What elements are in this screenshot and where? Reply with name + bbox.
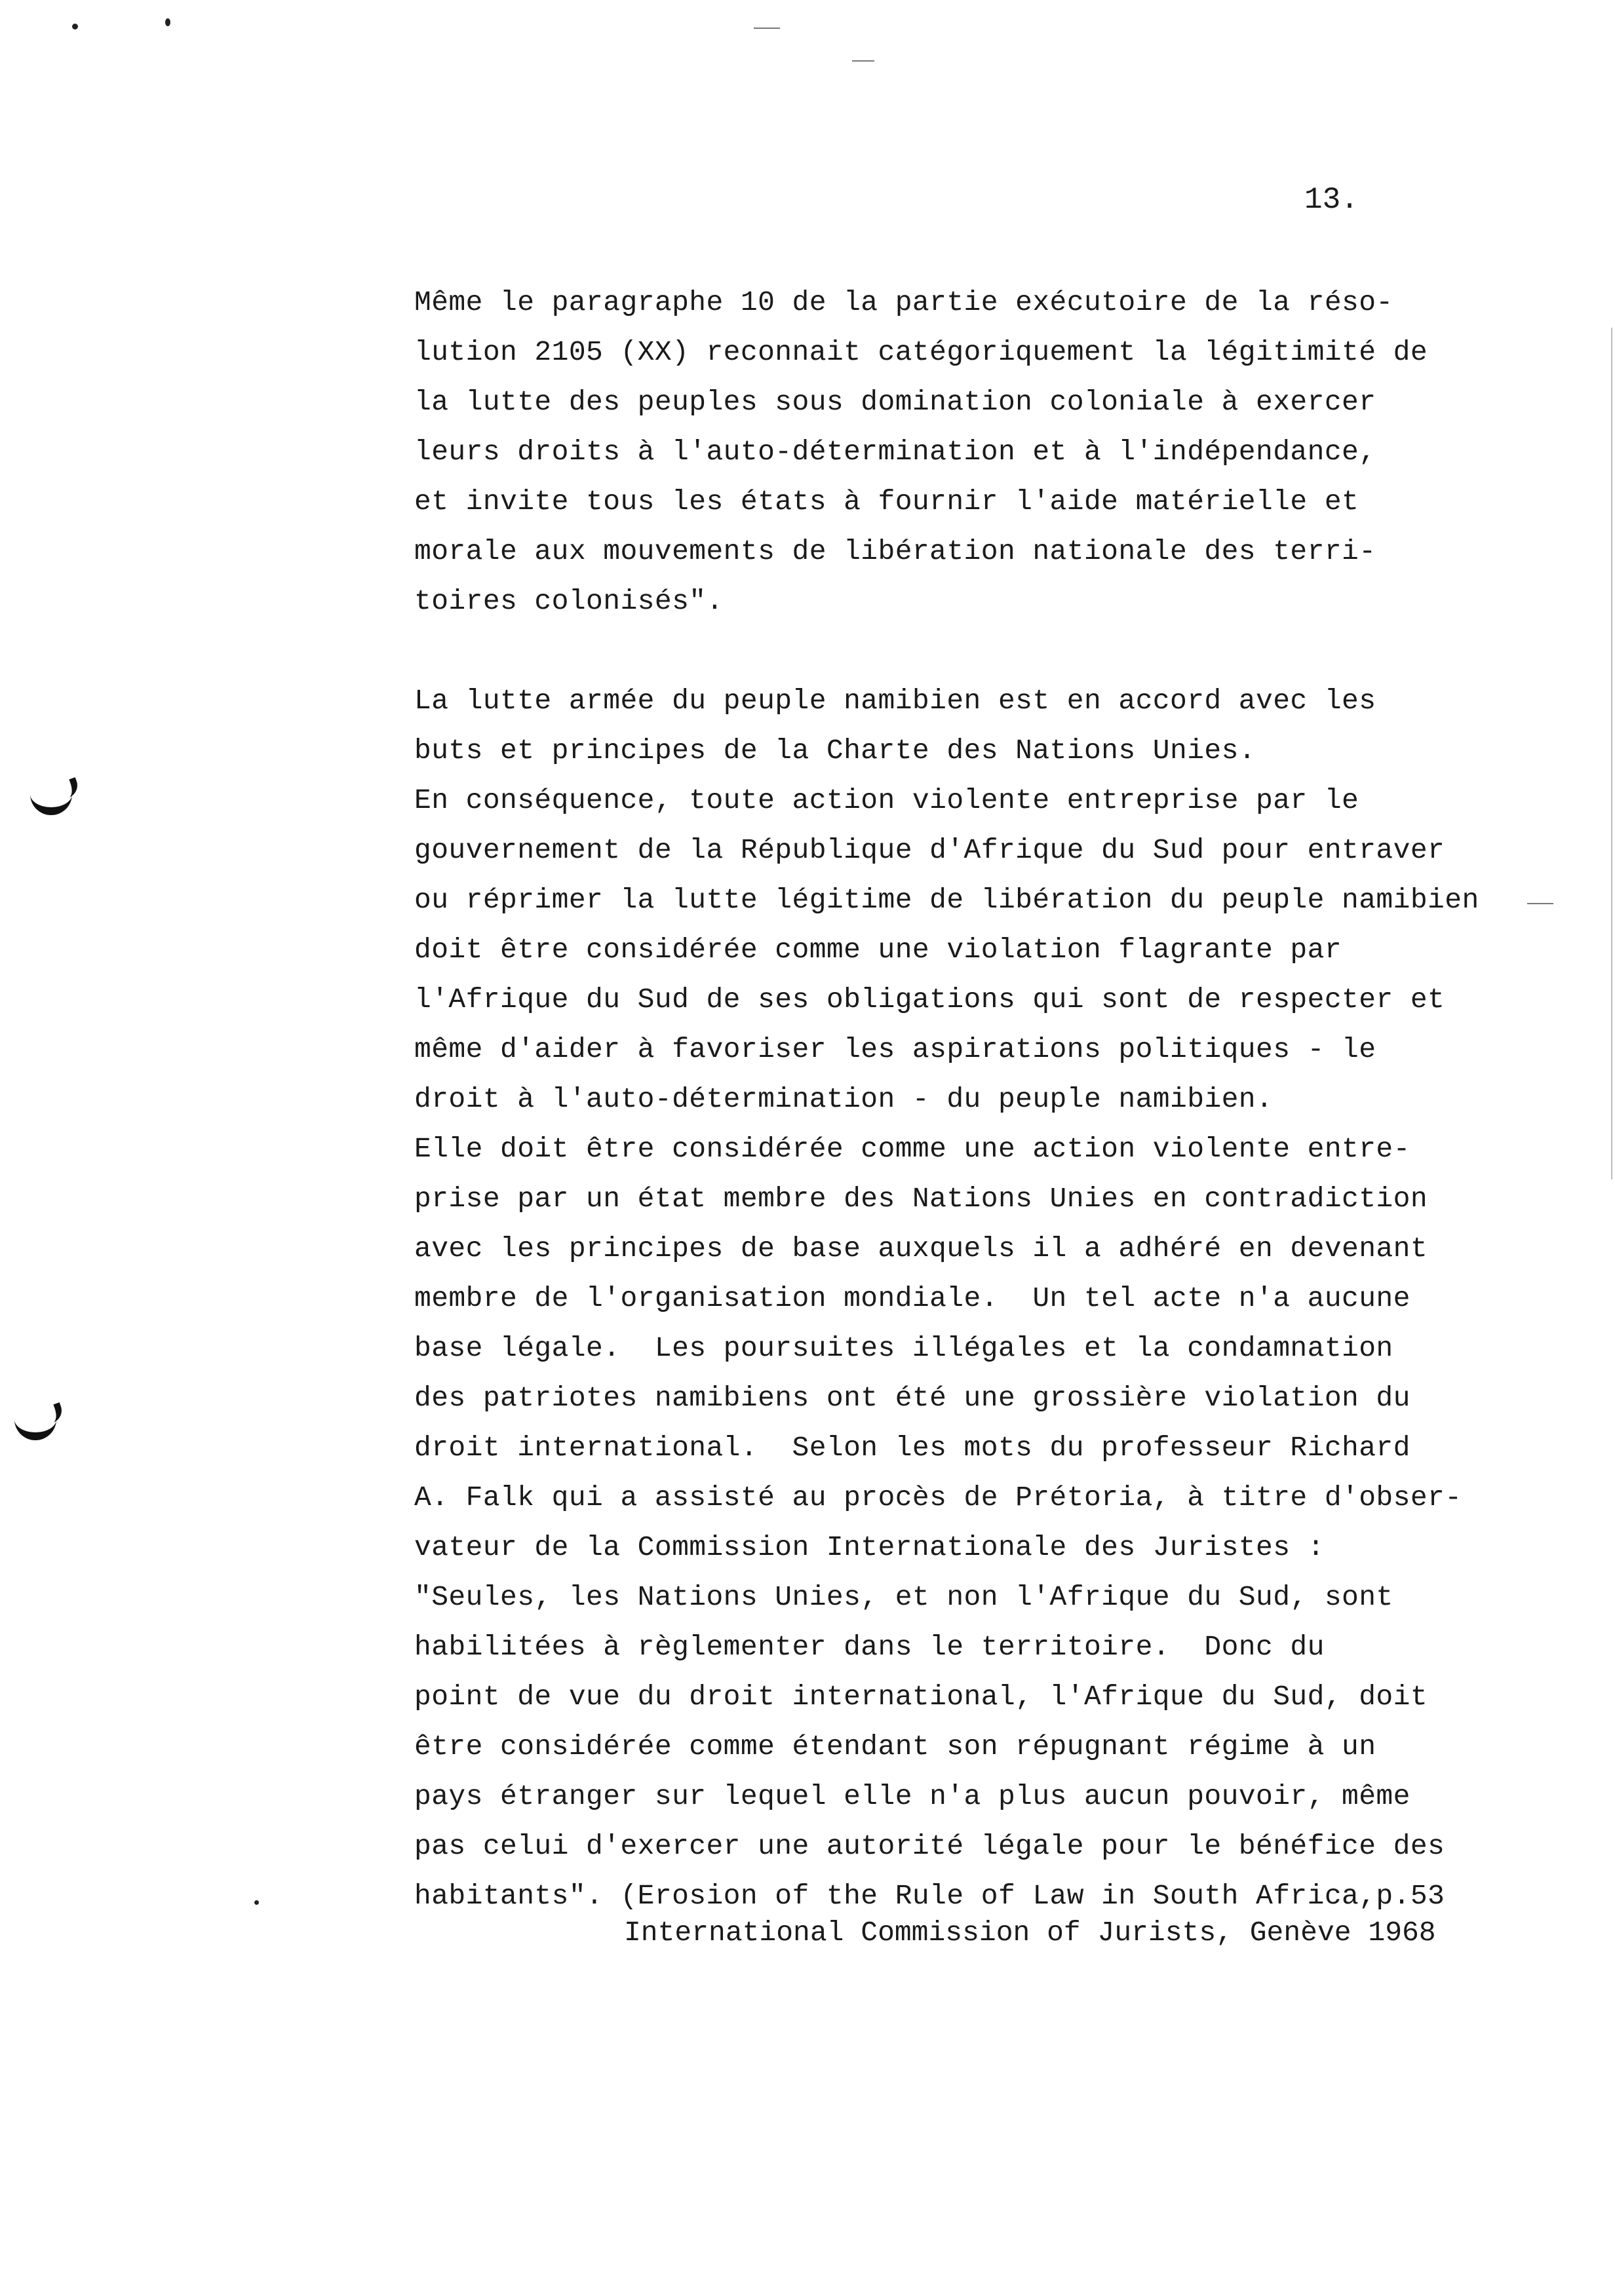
text-line: droit international. Selon les mots du professeur Richard — [414, 1432, 1411, 1464]
text-line: En conséquence, toute action violente entreprise par le — [414, 784, 1359, 816]
scan-mark — [852, 60, 874, 62]
text-line: doit être considérée comme une violation flagrante par — [414, 934, 1342, 966]
scan-speck — [72, 24, 78, 29]
text-line: gouvernement de la République d'Afrique du Sud pour entraver — [414, 834, 1445, 866]
text-line: membre de l'organisation mondiale. Un tel acte n'a aucune — [414, 1282, 1411, 1314]
scan-mark — [1527, 903, 1553, 904]
text-line: morale aux mouvements de libération nationale des terri- — [414, 535, 1376, 567]
text-line: être considérée comme étendant son répugnant régime à un — [414, 1731, 1376, 1763]
text-line: pas celui d'exercer une autorité légale pour le bénéfice des — [414, 1830, 1445, 1862]
text-line: vateur de la Commission Internationale des Juristes : — [414, 1531, 1325, 1563]
text-line: et invite tous les états à fournir l'aide matérielle et — [414, 486, 1359, 518]
text-line: habilitées à règlementer dans le territoire. Donc du — [414, 1631, 1325, 1663]
text-line: Même le paragraphe 10 de la partie exécutoire de la réso- — [414, 286, 1393, 318]
text-line: La lutte armée du peuple namibien est en accord avec les — [414, 685, 1376, 717]
text-line: base légale. Les poursuites illégales et la condamnation — [414, 1332, 1393, 1364]
text-line: habitants". (Erosion of the Rule of Law in South Africa,p.53 — [414, 1880, 1445, 1912]
text-line: leurs droits à l'auto-détermination et à l'indépendance, — [414, 436, 1376, 468]
citation-continuation: International Commission of Jurists, Genève 1968 — [624, 1917, 1436, 1949]
text-line: prise par un état membre des Nations Unies en contradiction — [414, 1183, 1428, 1215]
text-line: buts et principes de la Charte des Nations Unies. — [414, 735, 1256, 767]
text-line: pays étranger sur lequel elle n'a plus aucun pouvoir, même — [414, 1780, 1411, 1812]
scan-speck — [165, 18, 170, 26]
binder-hole-mark — [14, 1404, 56, 1440]
text-line: des patriotes namibiens ont été une grossière violation du — [414, 1382, 1411, 1414]
scan-speck — [254, 1900, 259, 1905]
text-line: point de vue du droit international, l'Afrique du Sud, doit — [414, 1681, 1428, 1713]
text-line: A. Falk qui a assisté au procès de Prétoria, à titre d'obser- — [414, 1482, 1462, 1514]
text-line: Elle doit être considérée comme une action violente entre- — [414, 1133, 1411, 1165]
text-line: droit à l'auto-détermination - du peuple namibien. — [414, 1083, 1274, 1115]
binder-hole-mark — [30, 778, 72, 815]
text-line: la lutte des peuples sous domination coloniale à exercer — [414, 386, 1376, 418]
text-line: "Seules, les Nations Unies, et non l'Afrique du Sud, sont — [414, 1581, 1393, 1613]
scan-mark — [754, 28, 780, 29]
text-line: même d'aider à favoriser les aspirations politiques - le — [414, 1033, 1376, 1065]
page-number: 13. — [1304, 183, 1359, 217]
text-line: lution 2105 (XX) reconnait catégoriquement la légitimité de — [414, 336, 1428, 368]
text-line: toires colonisés". — [414, 585, 724, 617]
text-line: ou réprimer la lutte légitime de libération du peuple namibien — [414, 884, 1479, 916]
text-line: l'Afrique du Sud de ses obligations qui sont de respecter et — [414, 984, 1445, 1016]
text-line: avec les principes de base auxquels il a adhéré en devenant — [414, 1233, 1428, 1265]
page-edge-shadow — [1611, 328, 1612, 1179]
